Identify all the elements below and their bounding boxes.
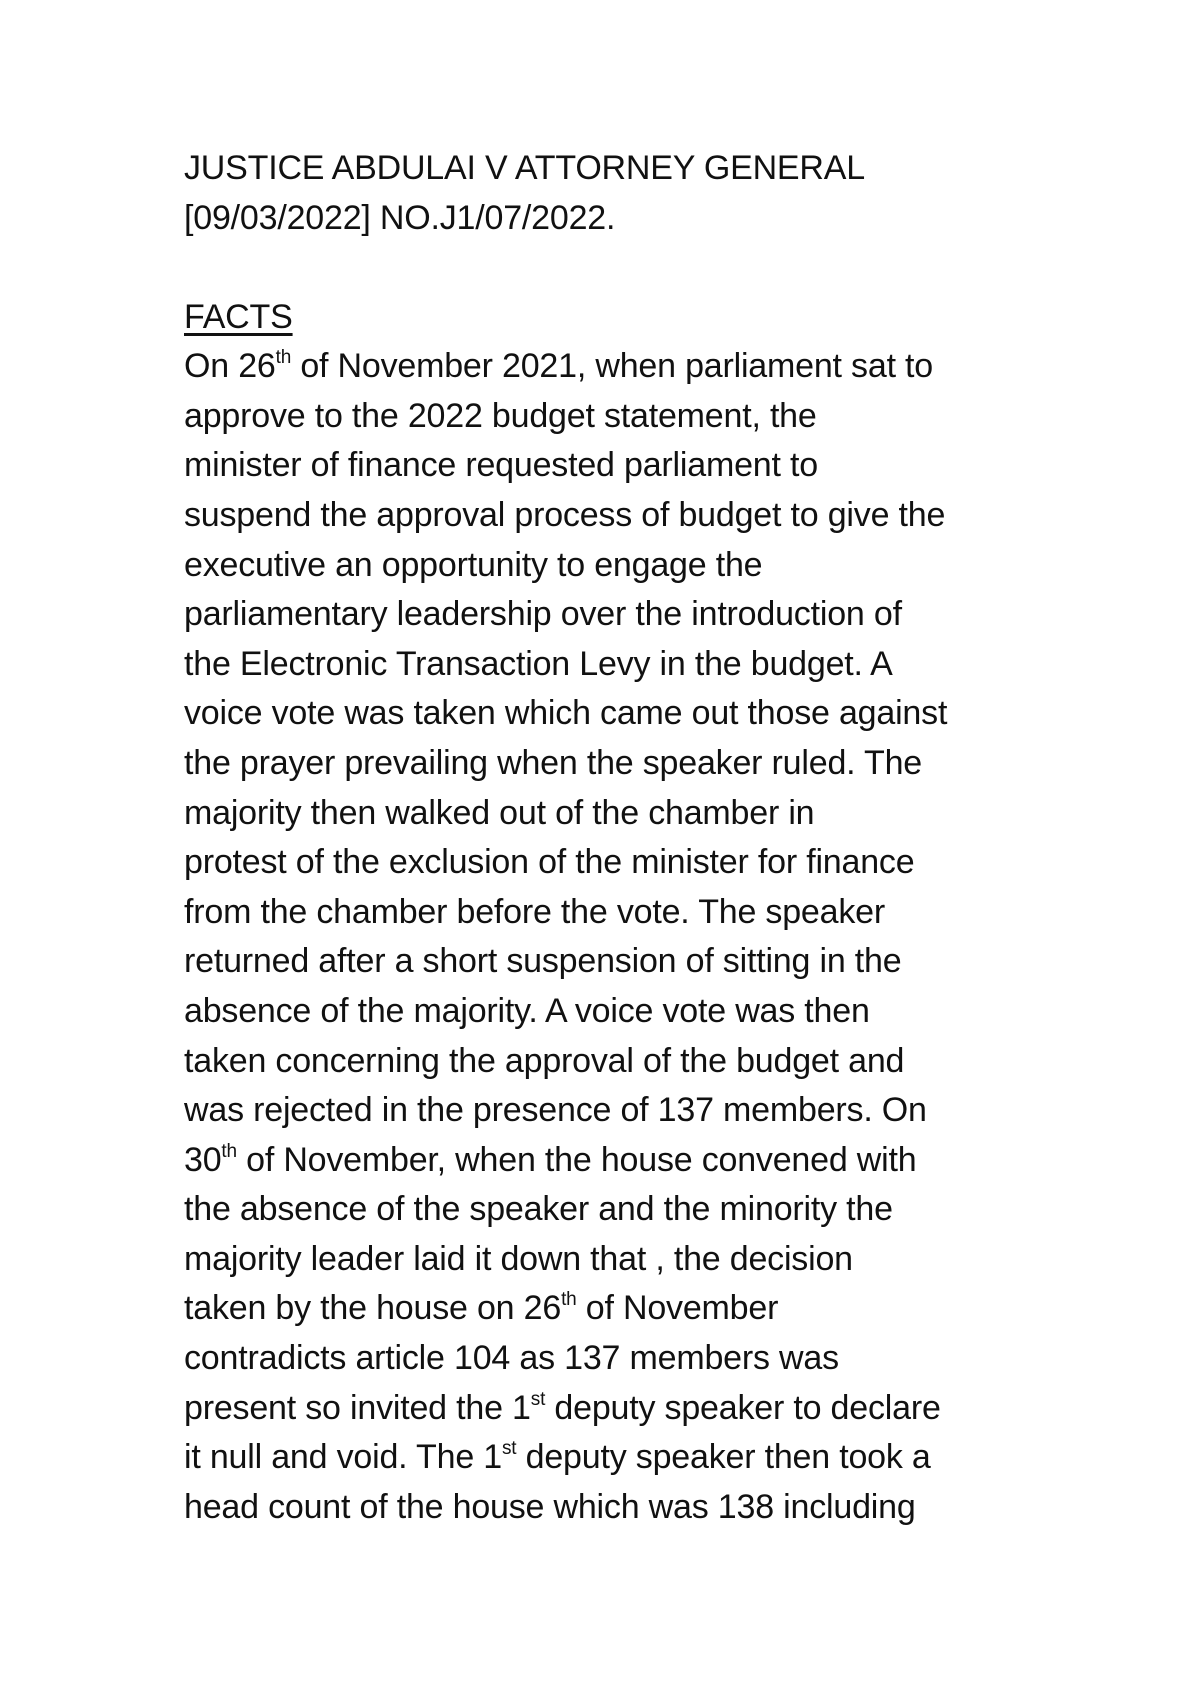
text-run: On 26 bbox=[184, 347, 276, 386]
paragraph-line bbox=[184, 1185, 1064, 1235]
paragraph-line bbox=[184, 342, 1064, 392]
paragraph-line bbox=[184, 541, 1064, 591]
text-run: the prayer prevailing when the speaker ruled. The bbox=[184, 743, 923, 782]
ordinal-suffix: th bbox=[561, 1289, 577, 1311]
text-run: 30 bbox=[184, 1140, 222, 1179]
text-run: head count of the house which was 138 including bbox=[184, 1487, 916, 1526]
paragraph-line bbox=[184, 937, 1064, 987]
ordinal-suffix: st bbox=[502, 1438, 517, 1460]
text-run: majority leader laid it down that , the decision bbox=[184, 1239, 853, 1278]
text-run: voice vote was taken which came out those against bbox=[184, 694, 948, 733]
paragraph-line bbox=[184, 838, 1064, 888]
paragraph-line bbox=[184, 590, 1064, 640]
paragraph-line bbox=[184, 1483, 1064, 1533]
text-run: of November, when the house convened with bbox=[236, 1140, 917, 1179]
paragraph-line bbox=[184, 739, 1064, 789]
paragraph-line bbox=[184, 491, 1064, 541]
ordinal-suffix: th bbox=[221, 1140, 237, 1162]
text-run: the Electronic Transaction Levy in the budget. A bbox=[184, 644, 893, 683]
paragraph-line bbox=[184, 640, 1064, 690]
text-run: from the chamber before the vote. The speaker bbox=[184, 892, 885, 931]
text-run: approve to the 2022 budget statement, the bbox=[184, 396, 817, 435]
case-title: JUSTICE ABDULAI V ATTORNEY GENERAL bbox=[184, 149, 865, 187]
text-run: was rejected in the presence of 137 members. On bbox=[184, 1091, 927, 1130]
text-run: majority then walked out of the chamber in bbox=[184, 793, 815, 832]
paragraph-line bbox=[184, 888, 1064, 938]
text-run: minister of finance requested parliament to bbox=[184, 446, 818, 485]
text-run: present so invited the 1 bbox=[184, 1388, 531, 1427]
text-run: deputy speaker then took a bbox=[516, 1438, 931, 1477]
text-run: returned after a short suspension of sitting in the bbox=[184, 942, 902, 981]
paragraph-line bbox=[184, 789, 1064, 839]
text-run: it null and void. The 1 bbox=[184, 1438, 502, 1477]
text-run: taken concerning the approval of the budget and bbox=[184, 1041, 905, 1080]
text-run: deputy speaker to declare bbox=[545, 1388, 941, 1427]
document-content bbox=[184, 144, 1064, 1532]
text-run: protest of the exclusion of the minister for finance bbox=[184, 843, 915, 882]
text-run: suspend the approval process of budget to give the bbox=[184, 495, 946, 534]
paragraph-line bbox=[184, 1334, 1064, 1384]
paragraph-line bbox=[184, 1284, 1064, 1334]
paragraph-line bbox=[184, 689, 1064, 739]
text-run: of November bbox=[576, 1289, 779, 1328]
section-heading-wrap bbox=[184, 243, 1064, 342]
ordinal-suffix: th bbox=[275, 347, 292, 369]
paragraph-line bbox=[184, 1235, 1064, 1285]
paragraph-line bbox=[184, 441, 1064, 491]
text-run: of November 2021, when parliament sat to bbox=[291, 347, 934, 386]
section-heading-facts: FACTS bbox=[184, 297, 293, 336]
ordinal-suffix: st bbox=[530, 1388, 546, 1410]
text-run: executive an opportunity to engage the bbox=[184, 545, 763, 584]
paragraph-line bbox=[184, 1384, 1064, 1434]
text-run: contradicts article 104 as 137 members was bbox=[184, 1339, 839, 1378]
text-run: the absence of the speaker and the minority the bbox=[184, 1190, 893, 1229]
paragraph-line bbox=[184, 1136, 1064, 1186]
paragraph-line bbox=[184, 987, 1064, 1037]
case-citation: [09/03/2022] NO.J1/07/2022. bbox=[184, 198, 616, 237]
paragraph-line bbox=[184, 392, 1064, 442]
paragraph-line bbox=[184, 1086, 1064, 1136]
facts-paragraph bbox=[184, 342, 1064, 1532]
text-run: parliamentary leadership over the introduction of bbox=[184, 595, 902, 634]
paragraph-line bbox=[184, 1037, 1064, 1087]
text-run: absence of the majority. A voice vote was then bbox=[184, 991, 870, 1030]
text-run: taken by the house on 26 bbox=[184, 1289, 562, 1328]
paragraph-line bbox=[184, 1433, 1064, 1483]
